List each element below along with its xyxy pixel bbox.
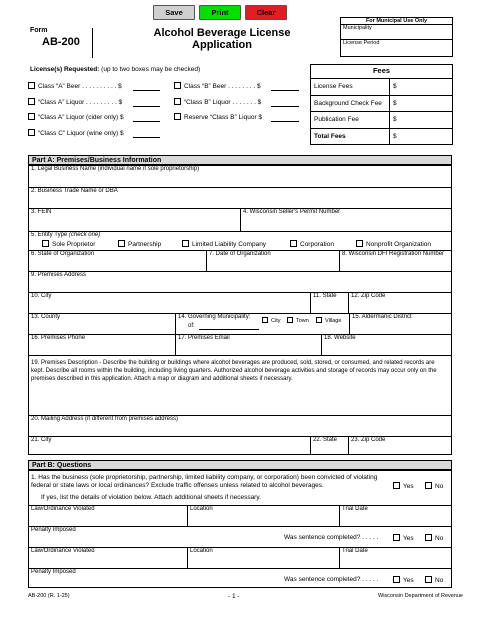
license-right-2[interactable] [174, 113, 262, 122]
license-left-0[interactable] [28, 82, 122, 91]
license-right-label: “Class B” Liquor . . . . . . . $ [184, 99, 262, 106]
field-law-violated[interactable]: Law/Ordinance Violated [31, 506, 95, 512]
licenses-label: License(s) Requested: [30, 66, 100, 73]
entity-nonprofit[interactable] [356, 240, 431, 249]
field-governing-of: of: [188, 323, 195, 329]
checkbox[interactable] [393, 576, 400, 583]
checkbox[interactable] [393, 482, 400, 489]
license-right-1[interactable] [174, 98, 261, 107]
q1-note: If yes, list the details of violation below. Attach additional sheets if necessary. [41, 494, 261, 501]
field-entity-type [31, 232, 100, 239]
license-left-label: “Class A” Liquor (cider only) $ [38, 114, 124, 121]
entity-corporation[interactable] [290, 240, 334, 249]
license-left-label: “Class C” Liquor (wine only) $ [38, 130, 124, 137]
checkbox[interactable] [290, 240, 297, 247]
field-location[interactable]: Location [190, 506, 213, 512]
license-right-label: Reserve “Class B” Liquor $ [184, 114, 263, 121]
entity-partnership[interactable] [118, 240, 161, 249]
field-law-violated[interactable]: Law/Ordinance Violated [31, 548, 95, 554]
yes-label: Yes [403, 535, 414, 542]
checkbox[interactable] [28, 82, 35, 89]
license-left-1[interactable] [28, 98, 122, 107]
title-line1: Alcohol Beverage License [153, 27, 291, 39]
sentence-completed: Was sentence completed? . . . . . [284, 534, 379, 541]
sentence-completed: Was sentence completed? . . . . . [284, 576, 379, 583]
licenses-note: (up to two boxes may be checked) [101, 66, 201, 73]
field-premises-description[interactable]: 19. Premises Description - Describe the building or buildings where alcohol beverages are produced, sold, stored, or consumed, and related records are kept. Describe all rooms within the building, including living quarters. Authorized alcohol beverage activities and storage of records may occur only on the premises described in this application. Attach a map or diagram and additional sheets if necessary. [31, 360, 437, 382]
entity-type-note: (check one) [68, 232, 101, 238]
muni-village[interactable] [316, 317, 341, 325]
checkbox[interactable] [393, 534, 400, 541]
muni-city[interactable] [262, 317, 280, 325]
yes-label: Yes [403, 483, 414, 490]
checkbox[interactable] [28, 129, 35, 136]
field-premises-email[interactable]: 17. Premises Email [178, 335, 230, 341]
field-trial-date[interactable]: Trial Date [342, 506, 368, 512]
fee-dollar[interactable]: $ [393, 133, 397, 140]
fee-dollar[interactable]: $ [393, 100, 397, 107]
fee-publication: Publication Fee [314, 116, 359, 123]
field-zip[interactable]: 12. Zip Code [351, 293, 386, 299]
license-period-label: License Period [343, 40, 380, 46]
field-legal-name[interactable]: 1. Legal Business Name (individual name if sole proprietorship) [31, 166, 200, 172]
sentence-yes[interactable] [393, 576, 414, 585]
entity-label: Corporation [300, 241, 334, 248]
field-penalty[interactable]: Penalty Imposed [31, 569, 76, 575]
entity-label: Sole Proprietor [52, 241, 96, 248]
footer-department: Wisconsin Department of Revenue [378, 593, 463, 599]
muni-label: Village [325, 318, 342, 324]
license-left-3[interactable] [28, 129, 124, 138]
muni-label: City [271, 318, 281, 324]
checkbox[interactable] [118, 240, 125, 247]
part-b-heading: Part B: Questions [28, 460, 452, 470]
field-penalty[interactable]: Penalty Imposed [31, 527, 76, 533]
field-mailing-state[interactable]: 22. State [313, 437, 338, 443]
checkbox[interactable] [174, 113, 181, 120]
fee-dollar[interactable]: $ [393, 83, 397, 90]
license-left-label: “Class A” Liquor . . . . . . . . . $ [38, 99, 123, 106]
municipal-heading: For Municipal Use Only [365, 18, 428, 24]
field-state-org[interactable]: 6. State of Organization [31, 251, 95, 257]
q1-no[interactable] [425, 482, 443, 491]
license-left-label: Class “A” Beer . . . . . . . . . . $ [38, 83, 122, 90]
checkbox[interactable] [316, 317, 322, 323]
entity-label: Partnership [128, 241, 162, 248]
license-right-label: Class “B” Beer . . . . . . . . $ [184, 83, 261, 90]
fee-background: Background Check Fee [314, 100, 382, 107]
sentence-no[interactable] [425, 534, 443, 543]
checkbox[interactable] [425, 534, 432, 541]
entity-sole-proprietor[interactable] [42, 240, 95, 249]
field-fein[interactable]: 3. FEIN [31, 209, 52, 215]
checkbox[interactable] [174, 98, 181, 105]
footer-form-revision: AB-200 (R. 1-25) [28, 593, 70, 599]
field-location[interactable]: Location [190, 548, 213, 554]
field-city[interactable]: 10. City [31, 293, 52, 299]
clear-button[interactable]: Clear [245, 5, 287, 20]
form-label: Form [30, 27, 48, 34]
field-aldermanic[interactable]: 15. Aldermanic District [352, 314, 412, 320]
part-a-heading: Part A: Premises/Business Information [28, 155, 452, 165]
field-mailing-address[interactable]: 20. Mailing Address (if different from premises address) [31, 416, 178, 422]
checkbox[interactable] [182, 240, 189, 247]
municipality-input[interactable] [199, 322, 259, 330]
license-right-0[interactable] [174, 82, 261, 91]
fees-heading: Fees [372, 66, 391, 75]
form-title [112, 27, 332, 51]
checkbox[interactable] [28, 113, 35, 120]
sentence-yes[interactable] [393, 534, 414, 543]
footer-page-number: - 1 - [228, 593, 240, 600]
field-mailing-city[interactable]: 21. City [31, 437, 52, 443]
license-left-2[interactable] [28, 113, 124, 122]
field-mailing-zip[interactable]: 23. Zip Code [351, 437, 386, 443]
no-label: No [435, 577, 444, 584]
field-dfi-number[interactable]: 8. Wisconsin DFI Registration Number [342, 251, 445, 257]
checkbox[interactable] [425, 576, 432, 583]
field-trade-name[interactable]: 2. Business Trade Name or DBA [31, 188, 118, 194]
field-date-org[interactable]: 7. Date of Organization [209, 251, 271, 257]
muni-label: Town [296, 318, 309, 324]
field-trial-date[interactable]: Trial Date [342, 548, 368, 554]
muni-town[interactable] [287, 317, 309, 325]
title-line2: Application [192, 39, 252, 51]
no-label: No [435, 535, 444, 542]
entity-label: Limited Liability Company [192, 241, 267, 248]
licenses-requested [30, 66, 200, 74]
checkbox[interactable] [356, 240, 363, 247]
field-premises-address[interactable]: 9. Premises Address [31, 272, 87, 278]
checkbox[interactable] [425, 482, 432, 489]
checkbox[interactable] [174, 82, 181, 89]
entity-llc[interactable] [182, 240, 266, 249]
sentence-no[interactable] [425, 576, 443, 585]
print-button[interactable]: Print [199, 5, 241, 20]
checkbox[interactable] [262, 317, 268, 323]
entity-type-label: 5. Entity Type [31, 232, 68, 238]
question-1: 1. Has the business (sole proprietorship, partnership, limited liability company, or corporation) been convicted of violating federal or state laws or local ordinances? Exclude traffic offenses unless related to alcohol beverages. [31, 474, 378, 489]
q1-yes[interactable] [393, 482, 414, 491]
field-website[interactable]: 18. Website [324, 335, 356, 341]
field-governing-municipality: 14. Governing Municipality: [178, 314, 251, 320]
entity-label: Nonprofit Organization [366, 241, 432, 248]
checkbox[interactable] [28, 98, 35, 105]
yes-label: Yes [403, 577, 414, 584]
form-id: AB-200 [42, 36, 80, 48]
checkbox[interactable] [42, 240, 49, 247]
fee-total: Total Fees [314, 133, 346, 140]
field-county[interactable]: 13. County [31, 314, 61, 320]
field-state[interactable]: 11. State [313, 293, 337, 299]
save-button[interactable]: Save [153, 5, 195, 20]
no-label: No [435, 483, 444, 490]
municipality-label: Municipality [343, 25, 372, 31]
field-premises-phone[interactable]: 16. Premises Phone [31, 335, 86, 341]
fee-dollar[interactable]: $ [393, 116, 397, 123]
fee-license: License Fees [314, 83, 353, 90]
field-sellers-permit[interactable]: 4. Wisconsin Seller's Permit Number [243, 209, 341, 215]
checkbox[interactable] [287, 317, 293, 323]
